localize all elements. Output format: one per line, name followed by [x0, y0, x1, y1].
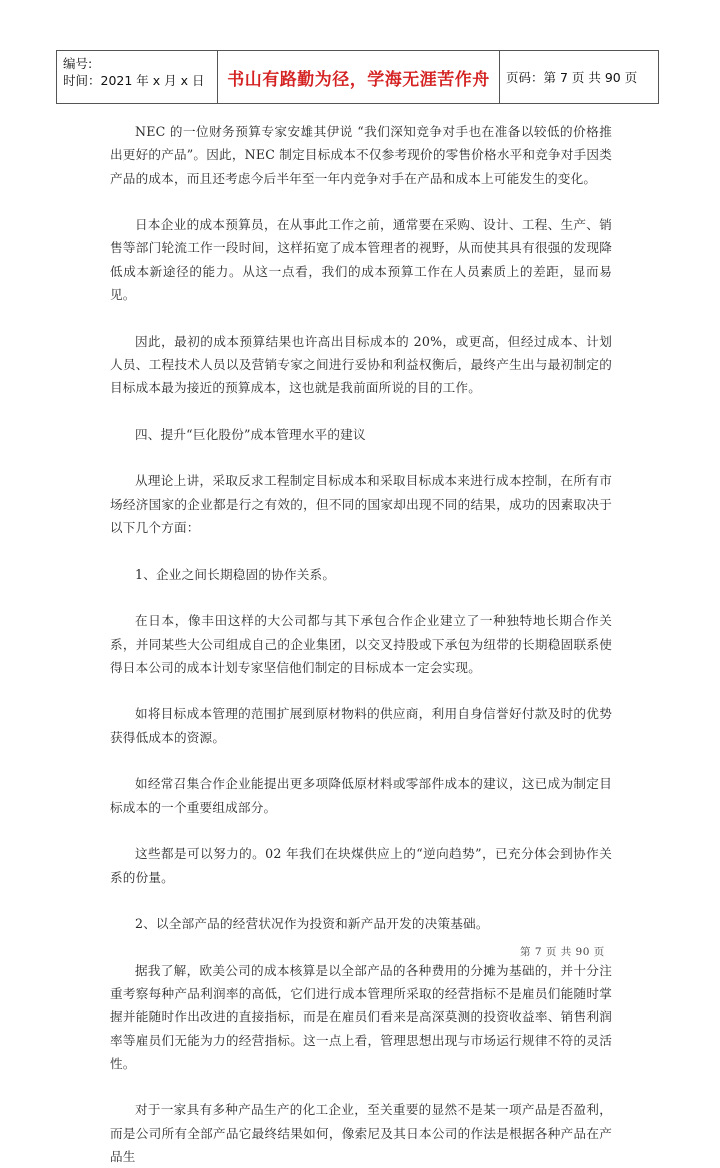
header-motto: 书山有路勤为径，学海无涯苦作舟 [218, 51, 500, 103]
paragraph: 在日本，像丰田这样的大公司都与其下承包合作企业建立了一种独特地长期合作关系，并同某些大公司组成自己的企业集团，以交叉持股或下承包为纽带的长期稳固联系使得日本公司的成本计划专家坚信他们制定的目标成本一定会实现。 [110, 613, 612, 675]
page-footer: 第 7 页 共 90 页 [520, 946, 605, 958]
paragraph: 对于一家具有多种产品生产的化工企业，至关重要的显然不是某一项产品是否盈利，而是公司所有全部产品它最终结果如何，像索尼及其日本公司的作法是根据各种产品在产品生 [110, 1102, 612, 1165]
document-date-label: 时间：2021 年 x 月 x 日 [63, 73, 205, 88]
paragraph: 因此，最初的成本预算结果也许高出目标成本的 20%，或更高，但经过成本、计划人员、工程技术人员以及营销专家之间进行妥协和利益权衡后，最终产生出与最初制定的目标成本最为接近的预算成本，这也就是我前面所说的目的工作。 [110, 333, 612, 396]
subsection-heading: 1、企业之间长期稳固的协作关系。 [135, 566, 336, 582]
document-body [110, 120, 612, 1168]
paragraph: NEC 的一位财务预算专家安雄其伊说 “我们深知竞争对手也在准备以较低的价格推出更好的产品”。因此，NEC 制定目标成本不仅参考现价的零售价格水平和竞争对手因类产品的成本，而且还考虑今后半年至一年内竞争对手在产品和成本上可能发生的变化。 [110, 124, 612, 186]
paragraph: 从理论上讲，采取反求工程制定目标成本和采取目标成本来进行成本控制，在所有市场经济国家的企业都是行之有效的，但不同的国家却出现不同的结果，成功的因素取决于以下几个方面： [110, 473, 612, 536]
header-info-cell [57, 51, 218, 103]
paragraph: 日本企业的成本预算员，在从事此工作之前，通常要在采购、设计、工程、生产、销售等部门轮流工作一段时间，这样拓宽了成本管理者的视野，从而使其具有很强的发现降低成本新途径的能力。从这一点看，我们的成本预算工作在人员素质上的差距，显而易见。 [110, 217, 612, 303]
section-heading: 四、提升“巨化股份”成本管理水平的建议 [135, 426, 366, 442]
paragraph: 这些都是可以努力的。02 年我们在块煤供应上的“逆向趋势”，已充分体会到协作关系的份量。 [110, 846, 612, 885]
paragraph: 如将目标成本管理的范围扩展到原材物料的供应商，利用自身信誉好付款及时的优势获得低成本的资源。 [110, 706, 612, 745]
paragraph: 据我了解，欧美公司的成本核算是以全部产品的各种费用的分摊为基础的，并十分注重考察每种产品利润率的高低，它们进行成本管理所采取的经营指标不是雇员们能随时掌握并能随时作出改进的直接指标，而是在雇员们看来是高深莫测的投资收益率、销售利润率等雇员们无能为力的经营指标。这一点上看，管理思想出现与市场运行规律不符的灵活性。 [110, 962, 612, 1071]
subsection-heading: 2、以全部产品的经营状况作为投资和新产品开发的决策基础。 [135, 916, 489, 932]
header-table [56, 50, 659, 104]
document-number-label: 编号: [63, 56, 93, 71]
paragraph: 如经常召集合作企业能提出更多项降低原材料或零部件成本的建议，这已成为制定目标成本的一个重要组成部分。 [110, 776, 612, 815]
header-page-info: 页码：第 7 页 共 90 页 [506, 70, 638, 85]
